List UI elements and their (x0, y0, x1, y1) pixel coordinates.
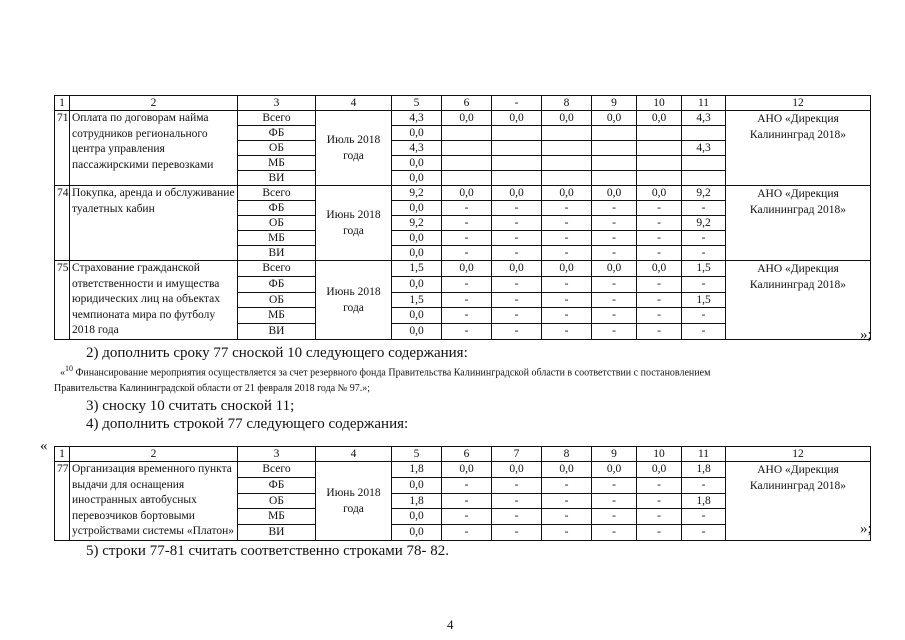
funding-source: ОБ (238, 216, 316, 231)
value-cell: 4,3 (682, 111, 726, 126)
value-cell: - (592, 231, 637, 246)
value-cell: - (682, 525, 726, 541)
header-cell: 3 (238, 447, 316, 462)
header-cell: 12 (726, 447, 871, 462)
table-row (55, 261, 871, 277)
budget-table-row77 (54, 446, 871, 541)
value-cell (492, 141, 542, 156)
value-cell: - (542, 246, 592, 261)
funding-source: ФБ (238, 276, 316, 292)
value-cell: 0,0 (542, 186, 592, 201)
value-cell: - (637, 477, 682, 493)
value-cell: - (682, 201, 726, 216)
value-cell: - (592, 525, 637, 541)
value-cell: - (637, 231, 682, 246)
value-cell: 0,0 (392, 231, 442, 246)
funding-source: ВИ (238, 171, 316, 186)
funding-source: ФБ (238, 201, 316, 216)
header-cell: 4 (316, 96, 392, 111)
value-cell: - (682, 477, 726, 493)
header-cell: - (492, 96, 542, 111)
value-cell: - (492, 509, 542, 525)
value-cell: 1,8 (682, 462, 726, 478)
value-cell: 0,0 (592, 462, 637, 478)
value-cell: - (637, 493, 682, 509)
value-cell: - (637, 324, 682, 340)
value-cell (442, 171, 492, 186)
funding-source: Всего (238, 261, 316, 277)
activity-name: Организация временного пункта выдачи для оснащения иностранных автобусных перевозчиков бортовыми устройствами системы «Платон» (70, 462, 238, 541)
value-cell: 0,0 (637, 462, 682, 478)
funding-source: ВИ (238, 246, 316, 261)
value-cell: - (592, 292, 637, 308)
value-cell (637, 156, 682, 171)
period: Июнь 2018 года (316, 261, 392, 340)
period: Июнь 2018 года (316, 462, 392, 541)
funding-source: МБ (238, 308, 316, 324)
value-cell: 9,2 (392, 216, 442, 231)
value-cell: 0,0 (392, 171, 442, 186)
value-cell: - (637, 216, 682, 231)
value-cell (442, 156, 492, 171)
header-cell: 8 (542, 96, 592, 111)
responsible-org: АНО «Дирекция Калининград 2018» (726, 186, 871, 261)
funding-source: МБ (238, 231, 316, 246)
value-cell: - (442, 292, 492, 308)
value-cell: 0,0 (592, 111, 637, 126)
value-cell: - (492, 201, 542, 216)
value-cell: - (442, 308, 492, 324)
funding-source: ВИ (238, 525, 316, 541)
activity-name: Покупка, аренда и обслуживание туалетных кабин (70, 186, 238, 261)
header-cell: 4 (316, 447, 392, 462)
value-cell: - (442, 493, 492, 509)
value-cell: - (442, 324, 492, 340)
header-row (55, 447, 871, 462)
value-cell: 0,0 (392, 246, 442, 261)
value-cell: - (442, 216, 492, 231)
value-cell: - (542, 308, 592, 324)
value-cell: - (442, 509, 492, 525)
value-cell: - (637, 525, 682, 541)
value-cell: - (492, 525, 542, 541)
value-cell: - (542, 216, 592, 231)
value-cell: - (592, 477, 637, 493)
item-2-text: 2) дополнить сроку 77 сноской 10 следующего содержания: (86, 345, 468, 361)
value-cell: - (592, 509, 637, 525)
header-cell: 3 (238, 96, 316, 111)
header-cell: 7 (492, 447, 542, 462)
value-cell: 1,5 (682, 261, 726, 277)
period: Июль 2018 года (316, 111, 392, 186)
funding-source: ОБ (238, 493, 316, 509)
value-cell: - (542, 493, 592, 509)
value-cell: 0,0 (442, 111, 492, 126)
item-4-text: 4) дополнить строкой 77 следующего содержания: (86, 416, 409, 432)
period: Июнь 2018 года (316, 186, 392, 261)
item-3-text: 3) сноску 10 считать сноской 11; (86, 398, 295, 414)
value-cell: 1,8 (682, 493, 726, 509)
value-cell: 0,0 (392, 308, 442, 324)
value-cell: 0,0 (392, 477, 442, 493)
footnote-open-quote: « (60, 367, 65, 379)
value-cell: 0,0 (392, 324, 442, 340)
value-cell (542, 156, 592, 171)
value-cell: 0,0 (637, 111, 682, 126)
value-cell: 0,0 (592, 261, 637, 277)
value-cell: - (542, 231, 592, 246)
row-number: 71 (55, 111, 70, 186)
value-cell: - (542, 292, 592, 308)
value-cell: - (592, 308, 637, 324)
header-cell: 1 (55, 447, 70, 462)
value-cell: - (442, 246, 492, 261)
value-cell: - (492, 246, 542, 261)
header-cell: 9 (592, 447, 637, 462)
value-cell: 0,0 (442, 462, 492, 478)
value-cell: 4,3 (392, 111, 442, 126)
value-cell (492, 156, 542, 171)
value-cell (592, 126, 637, 141)
header-cell: 6 (442, 447, 492, 462)
value-cell: 9,2 (392, 186, 442, 201)
header-cell: 11 (682, 96, 726, 111)
value-cell: 0,0 (442, 261, 492, 277)
value-cell: - (542, 276, 592, 292)
value-cell: 9,2 (682, 186, 726, 201)
footnote-text (60, 362, 710, 379)
value-cell: 0,0 (392, 126, 442, 141)
value-cell (682, 156, 726, 171)
value-cell: 1,5 (682, 292, 726, 308)
funding-source: Всего (238, 462, 316, 478)
value-cell: - (637, 308, 682, 324)
activity-name: Страхование гражданской ответственности и имущества юридических лиц на объектах чемпионата мира по футболу 2018 года (70, 261, 238, 340)
value-cell: 0,0 (637, 261, 682, 277)
value-cell: - (592, 324, 637, 340)
funding-source: Всего (238, 186, 316, 201)
value-cell: - (442, 201, 492, 216)
footnote-superscript: 10 (65, 364, 73, 373)
funding-source: ОБ (238, 292, 316, 308)
value-cell: 4,3 (392, 141, 442, 156)
value-cell (542, 141, 592, 156)
header-cell: 9 (592, 96, 637, 111)
budget-table-top (54, 95, 871, 340)
funding-source: ВИ (238, 324, 316, 340)
value-cell (542, 171, 592, 186)
value-cell: - (682, 276, 726, 292)
value-cell: 0,0 (492, 186, 542, 201)
header-cell: 10 (637, 96, 682, 111)
funding-source: ФБ (238, 126, 316, 141)
header-cell: 10 (637, 447, 682, 462)
header-cell: 8 (542, 447, 592, 462)
row-number: 77 (55, 462, 70, 541)
value-cell (492, 171, 542, 186)
opening-quote: « (40, 438, 48, 454)
page-number: 4 (447, 617, 454, 632)
value-cell: - (592, 216, 637, 231)
table-row (55, 186, 871, 201)
header-cell: 2 (70, 96, 238, 111)
value-cell: 0,0 (542, 261, 592, 277)
value-cell: - (542, 324, 592, 340)
value-cell: - (592, 201, 637, 216)
funding-source: ОБ (238, 141, 316, 156)
value-cell: - (442, 276, 492, 292)
header-cell: 2 (70, 447, 238, 462)
header-cell: 12 (726, 96, 871, 111)
value-cell (682, 171, 726, 186)
value-cell: - (637, 201, 682, 216)
funding-source: МБ (238, 509, 316, 525)
value-cell (592, 171, 637, 186)
value-cell: - (492, 216, 542, 231)
value-cell: - (682, 308, 726, 324)
closing-quote-1: »; (860, 327, 872, 343)
value-cell: 1,8 (392, 462, 442, 478)
value-cell: - (682, 324, 726, 340)
value-cell: - (592, 246, 637, 261)
value-cell: 0,0 (392, 509, 442, 525)
value-cell: - (492, 324, 542, 340)
value-cell: - (492, 477, 542, 493)
funding-source: МБ (238, 156, 316, 171)
value-cell: 1,5 (392, 292, 442, 308)
value-cell: - (492, 276, 542, 292)
row-number: 75 (55, 261, 70, 340)
value-cell: - (492, 231, 542, 246)
value-cell: 0,0 (637, 186, 682, 201)
value-cell (637, 141, 682, 156)
item-5-text: 5) строки 77-81 считать соответственно строками 78- 82. (86, 543, 449, 559)
value-cell: 0,0 (442, 186, 492, 201)
value-cell: - (637, 292, 682, 308)
value-cell (442, 126, 492, 141)
value-cell: 0,0 (492, 111, 542, 126)
value-cell: 0,0 (392, 525, 442, 541)
value-cell: 0,0 (492, 462, 542, 478)
value-cell: - (637, 276, 682, 292)
value-cell (542, 126, 592, 141)
value-cell: 0,0 (392, 276, 442, 292)
value-cell: - (682, 509, 726, 525)
closing-quote-2: »; (860, 521, 872, 537)
value-cell: - (542, 477, 592, 493)
header-cell: 5 (392, 447, 442, 462)
value-cell: 0,0 (542, 462, 592, 478)
value-cell: 9,2 (682, 216, 726, 231)
value-cell: - (442, 231, 492, 246)
value-cell: - (682, 231, 726, 246)
value-cell: - (542, 201, 592, 216)
header-cell: 6 (442, 96, 492, 111)
value-cell (637, 171, 682, 186)
value-cell: - (492, 292, 542, 308)
value-cell (492, 126, 542, 141)
header-cell: 1 (55, 96, 70, 111)
value-cell: - (492, 493, 542, 509)
responsible-org: АНО «Дирекция Калининград 2018» (726, 261, 871, 340)
header-cell: 11 (682, 447, 726, 462)
value-cell: - (442, 525, 492, 541)
value-cell: 4,3 (682, 141, 726, 156)
value-cell: - (682, 246, 726, 261)
value-cell: - (542, 509, 592, 525)
value-cell (682, 126, 726, 141)
footnote-line-2-text: Правительства Калининградской области от 21 февраля 2018 года № 97.»; (54, 383, 370, 394)
value-cell: 0,0 (492, 261, 542, 277)
funding-source: ФБ (238, 477, 316, 493)
value-cell (592, 141, 637, 156)
footnote-line-1: Финансирование мероприятия осуществляется за счет резервного фонда Правительства Калининградской области в соответствии с постановлением (75, 367, 711, 379)
value-cell (637, 126, 682, 141)
value-cell: 1,8 (392, 493, 442, 509)
value-cell (442, 141, 492, 156)
value-cell: 0,0 (592, 186, 637, 201)
table-row (55, 111, 871, 126)
header-cell: 5 (392, 96, 442, 111)
activity-name: Оплата по договорам найма сотрудников регионального центра управления пассажирскими перевозками (70, 111, 238, 186)
value-cell: - (442, 477, 492, 493)
responsible-org: АНО «Дирекция Калининград 2018» (726, 111, 871, 186)
value-cell (592, 156, 637, 171)
header-row (55, 96, 871, 111)
value-cell: 0,0 (542, 111, 592, 126)
value-cell: - (637, 246, 682, 261)
value-cell: 1,5 (392, 261, 442, 277)
value-cell: - (637, 509, 682, 525)
value-cell: 0,0 (392, 156, 442, 171)
value-cell: - (542, 525, 592, 541)
table-row (55, 462, 871, 478)
value-cell: - (492, 308, 542, 324)
responsible-org: АНО «Дирекция Калининград 2018» (726, 462, 871, 541)
funding-source: Всего (238, 111, 316, 126)
row-number: 74 (55, 186, 70, 261)
value-cell: 0,0 (392, 201, 442, 216)
value-cell: - (592, 493, 637, 509)
value-cell: - (592, 276, 637, 292)
